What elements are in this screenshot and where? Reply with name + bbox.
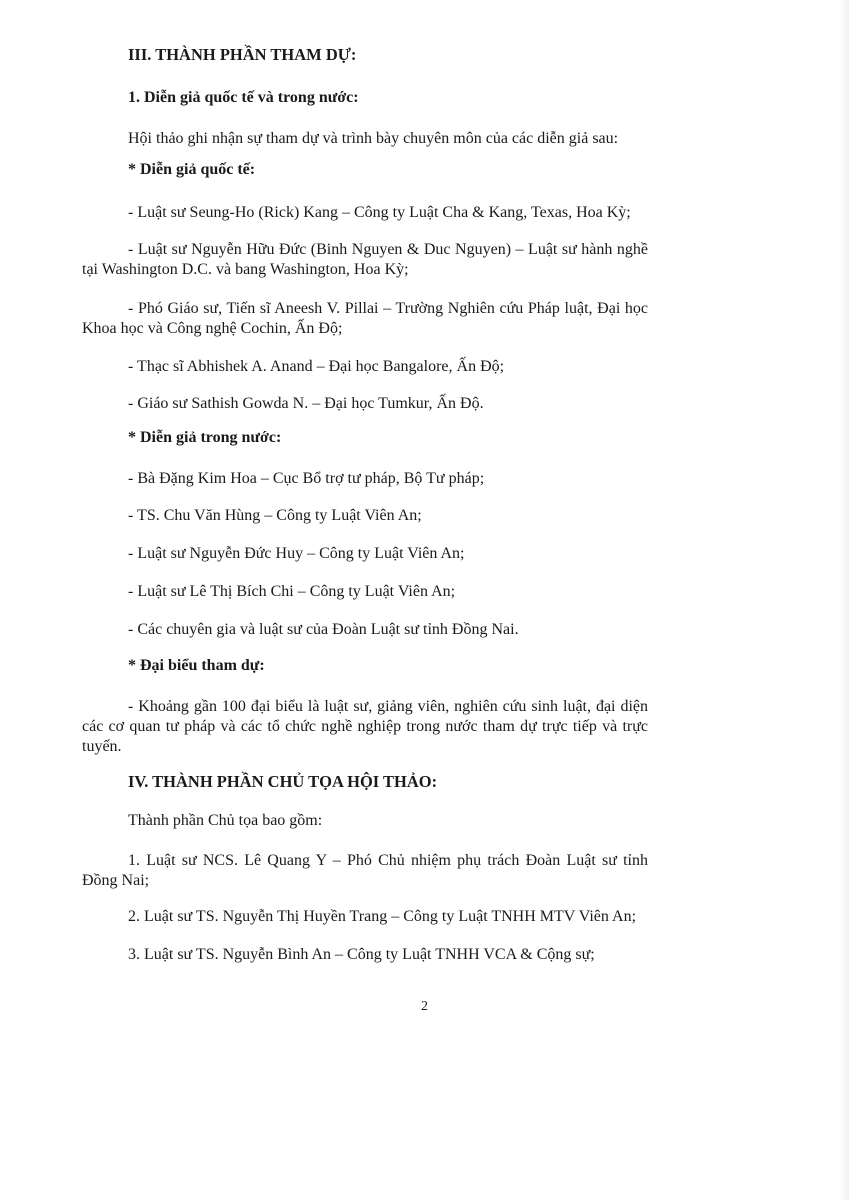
domestic-speaker-item: - Luật sư Lê Thị Bích Chi – Công ty Luật Viên An; <box>128 583 456 600</box>
chair-item: 3. Luật sư TS. Nguyễn Bình An – Công ty Luật TNHH VCA & Cộng sự; <box>128 946 595 963</box>
page-number: 2 <box>421 999 428 1014</box>
delegates-text: - Khoảng gần 100 đại biểu là luật sư, giảng viên, nghiên cứu sinh luật, đại diện các cơ quan tư pháp và các tổ chức nghề nghiệp trong nước tham dự trực tiếp và trực tuyến. <box>82 698 648 755</box>
domestic-speakers-label: * Diễn giả trong nước: <box>128 429 282 446</box>
international-speaker-item: - Luật sư Nguyễn Hữu Đức (Binh Nguyen & Duc Nguyen) – Luật sư hành nghề tại Washington D.C. và bang Washington, Hoa Kỳ; <box>82 241 648 278</box>
section-4-heading: IV. THÀNH PHẦN CHỦ TỌA HỘI THẢO: <box>128 772 438 791</box>
section-3-heading: III. THÀNH PHẦN THAM DỰ: <box>128 45 357 64</box>
chair-item: 1. Luật sư NCS. Lê Quang Y – Phó Chủ nhiệm phụ trách Đoàn Luật sư tỉnh Đồng Nai; <box>82 852 648 889</box>
international-speaker-item: - Luật sư Seung-Ho (Rick) Kang – Công ty Luật Cha & Kang, Texas, Hoa Kỳ; <box>128 204 631 221</box>
international-speakers-label: * Diễn giả quốc tế: <box>128 161 256 178</box>
delegates-label: * Đại biểu tham dự: <box>128 657 265 674</box>
domestic-speaker-item: - Bà Đặng Kim Hoa – Cục Bổ trợ tư pháp, Bộ Tư pháp; <box>128 470 485 487</box>
section-4-intro: Thành phần Chủ tọa bao gồm: <box>128 812 323 829</box>
scan-edge-shadow <box>839 0 849 1200</box>
domestic-speaker-item: - TS. Chu Văn Hùng – Công ty Luật Viên An; <box>128 507 422 524</box>
international-speaker-item: - Phó Giáo sư, Tiến sĩ Aneesh V. Pillai – Trường Nghiên cứu Pháp luật, Đại học Khoa học và Công nghệ Cochin, Ấn Độ; <box>82 300 648 337</box>
subsection-1-intro: Hội thảo ghi nhận sự tham dự và trình bày chuyên môn của các diễn giả sau: <box>128 130 619 147</box>
international-speaker-item: - Giáo sư Sathish Gowda N. – Đại học Tumkur, Ấn Độ. <box>128 395 484 412</box>
domestic-speaker-item: - Luật sư Nguyễn Đức Huy – Công ty Luật Viên An; <box>128 545 465 562</box>
international-speaker-item: - Thạc sĩ Abhishek A. Anand – Đại học Bangalore, Ấn Độ; <box>128 358 505 375</box>
domestic-speaker-item: - Các chuyên gia và luật sư của Đoàn Luật sư tỉnh Đồng Nai. <box>128 621 519 638</box>
subsection-1-heading: 1. Diễn giả quốc tế và trong nước: <box>128 89 359 106</box>
chair-item: 2. Luật sư TS. Nguyễn Thị Huyền Trang – Công ty Luật TNHH MTV Viên An; <box>128 908 637 925</box>
